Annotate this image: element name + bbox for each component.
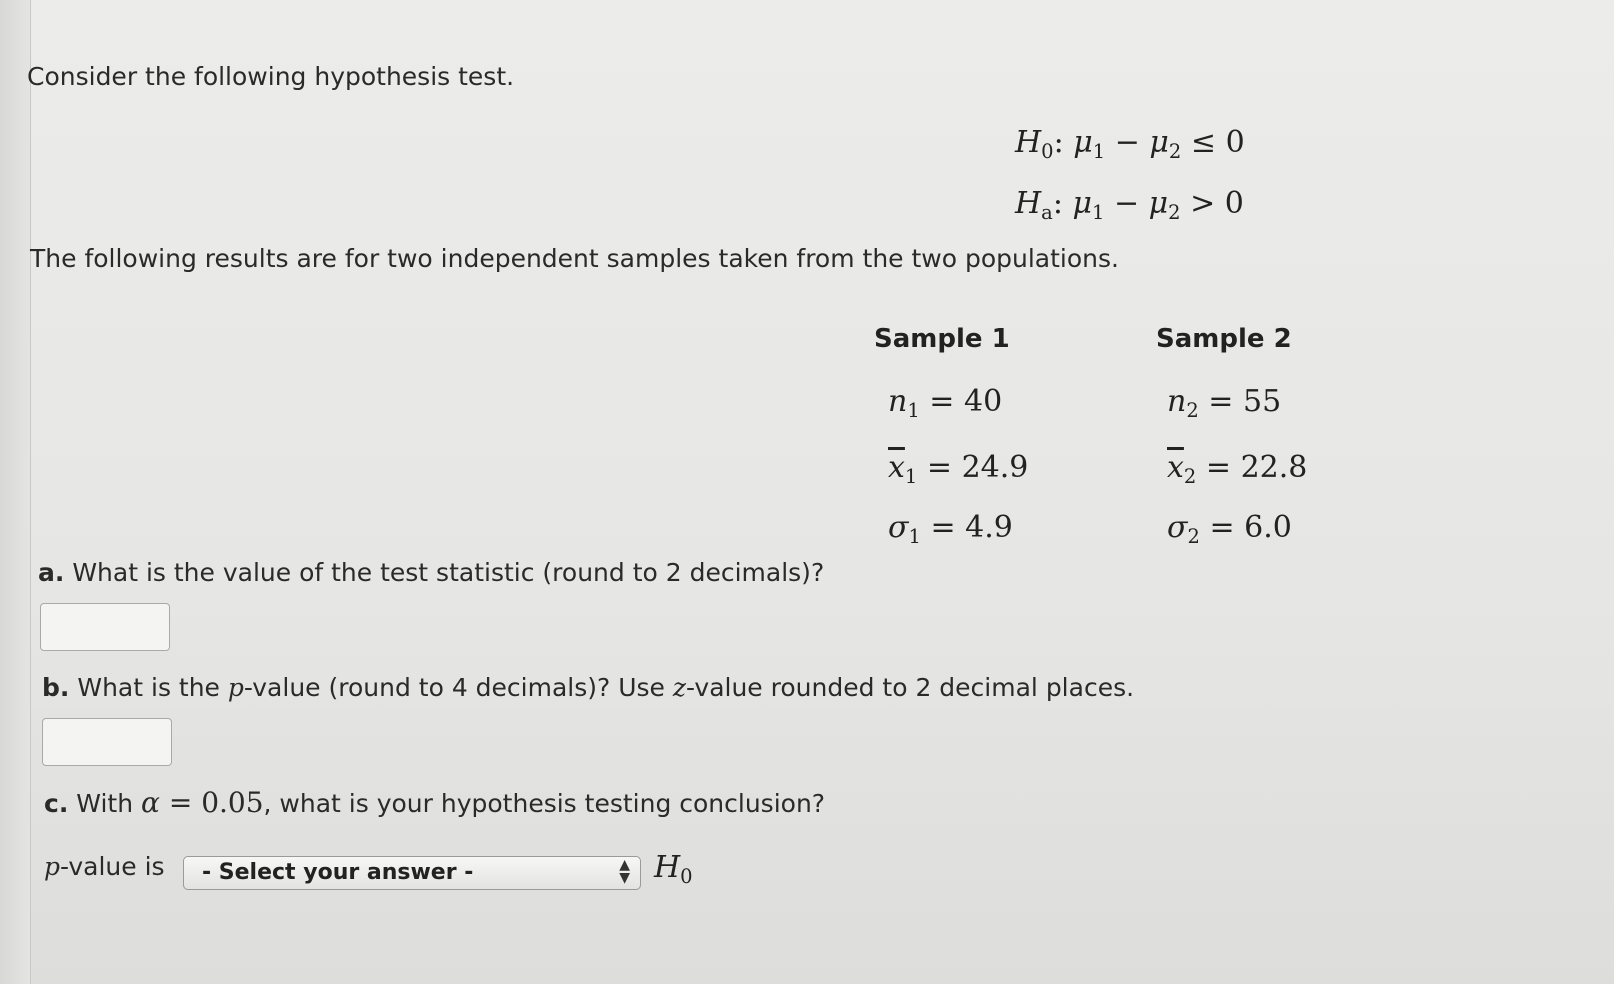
sample-1-sigma: $\sigma_1 = 4.9$ [888, 510, 1013, 548]
sample-2-mean: $\overline{x}_2 = 22.8$ [1167, 450, 1308, 488]
left-edge [0, 0, 31, 984]
select-value: - Select your answer - [202, 860, 474, 885]
question-b: b. What is the p-value (round to 4 decimals)? Use z-value rounded to 2 decimal places. [42, 673, 1135, 702]
sample-2-heading: Sample 2 [1156, 324, 1292, 354]
sample-2-n: $n_2 = 55$ [1167, 384, 1282, 422]
alternative-hypothesis: $H_a$: $\mu_1 - \mu_2 > 0$ [1015, 186, 1244, 224]
results-text: The following results are for two independent samples taken from the two populations. [30, 244, 1119, 273]
question-a: a. What is the value of the test statistic (round to 2 decimals)? [38, 558, 825, 587]
conclusion-label: p-value is [44, 852, 165, 881]
sample-1-heading: Sample 1 [874, 324, 1010, 354]
question-c: c. With α = 0.05, what is your hypothesis testing conclusion? [44, 786, 826, 819]
sample-1-mean: $\overline{x}_1 = 24.9$ [888, 450, 1029, 488]
conclusion-select[interactable] [183, 856, 641, 890]
intro-text: Consider the following hypothesis test. [27, 62, 515, 91]
p-value-input[interactable] [42, 718, 172, 766]
sample-1-n: $n_1 = 40$ [888, 384, 1003, 422]
sample-2-sigma: $\sigma_2 = 6.0$ [1167, 510, 1292, 548]
conclusion-h0: $H_0$ [654, 850, 693, 888]
test-statistic-input[interactable] [40, 603, 170, 651]
select-arrows-icon: ▲ ▼ [619, 857, 630, 886]
null-hypothesis: $H_0$: $\mu_1 - \mu_2 \le 0$ [1015, 125, 1245, 163]
